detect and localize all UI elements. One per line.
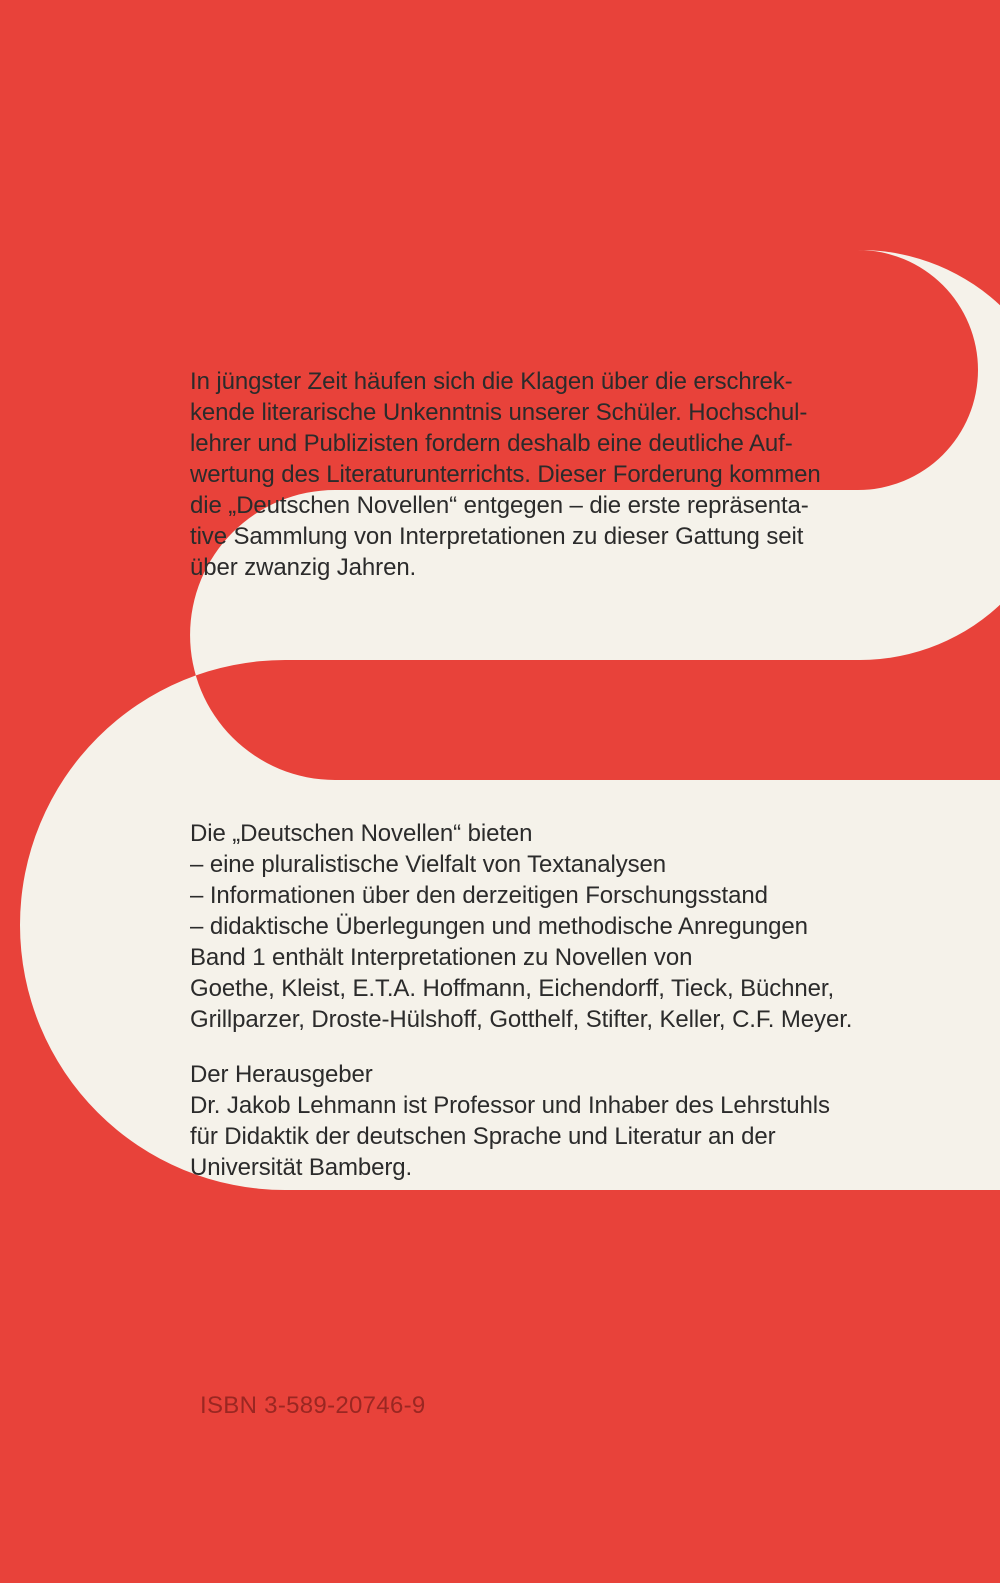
intro-line: tive Sammlung von Interpretationen zu dieser Gattung seit (190, 523, 804, 550)
editor-line: Dr. Jakob Lehmann ist Professor und Inhaber des Lehrstuhls (190, 1092, 830, 1119)
features-line: Grillparzer, Droste-Hülshoff, Gotthelf, Stifter, Keller, C.F. Meyer. (190, 1006, 853, 1033)
intro-line: In jüngster Zeit häufen sich die Klagen über die erschrek- (190, 368, 793, 395)
editor-line: für Didaktik der deutschen Sprache und Literatur an der (190, 1123, 776, 1150)
intro-line: über zwanzig Jahren. (190, 554, 417, 581)
intro-line: die „Deutschen Novellen“ entgegen – die erste repräsenta- (190, 492, 809, 519)
features-line: – Informationen über den derzeitigen Forschungsstand (190, 882, 768, 909)
intro-line: lehrer und Publizisten fordern deshalb eine deutliche Auf- (190, 430, 793, 457)
features-line: Die „Deutschen Novellen“ bieten (190, 820, 533, 847)
editor-line: Universität Bamberg. (190, 1154, 413, 1181)
features-paragraph (190, 818, 852, 1035)
features-line: Band 1 enthält Interpretationen zu Novellen von (190, 944, 693, 971)
editor-paragraph (190, 1059, 830, 1183)
editor-line: Der Herausgeber (190, 1061, 373, 1088)
features-line: Goethe, Kleist, E.T.A. Hoffmann, Eichendorff, Tieck, Büchner, (190, 975, 835, 1002)
intro-line: wertung des Literaturunterrichts. Dieser Forderung kommen (190, 461, 821, 488)
features-line: – eine pluralistische Vielfalt von Textanalysen (190, 851, 667, 878)
intro-paragraph (190, 366, 821, 583)
isbn-number: ISBN 3-589-20746-9 (200, 1392, 426, 1419)
features-line: – didaktische Überlegungen und methodische Anregungen (190, 913, 808, 940)
intro-line: kende literarische Unkenntnis unserer Schüler. Hochschul- (190, 399, 808, 426)
